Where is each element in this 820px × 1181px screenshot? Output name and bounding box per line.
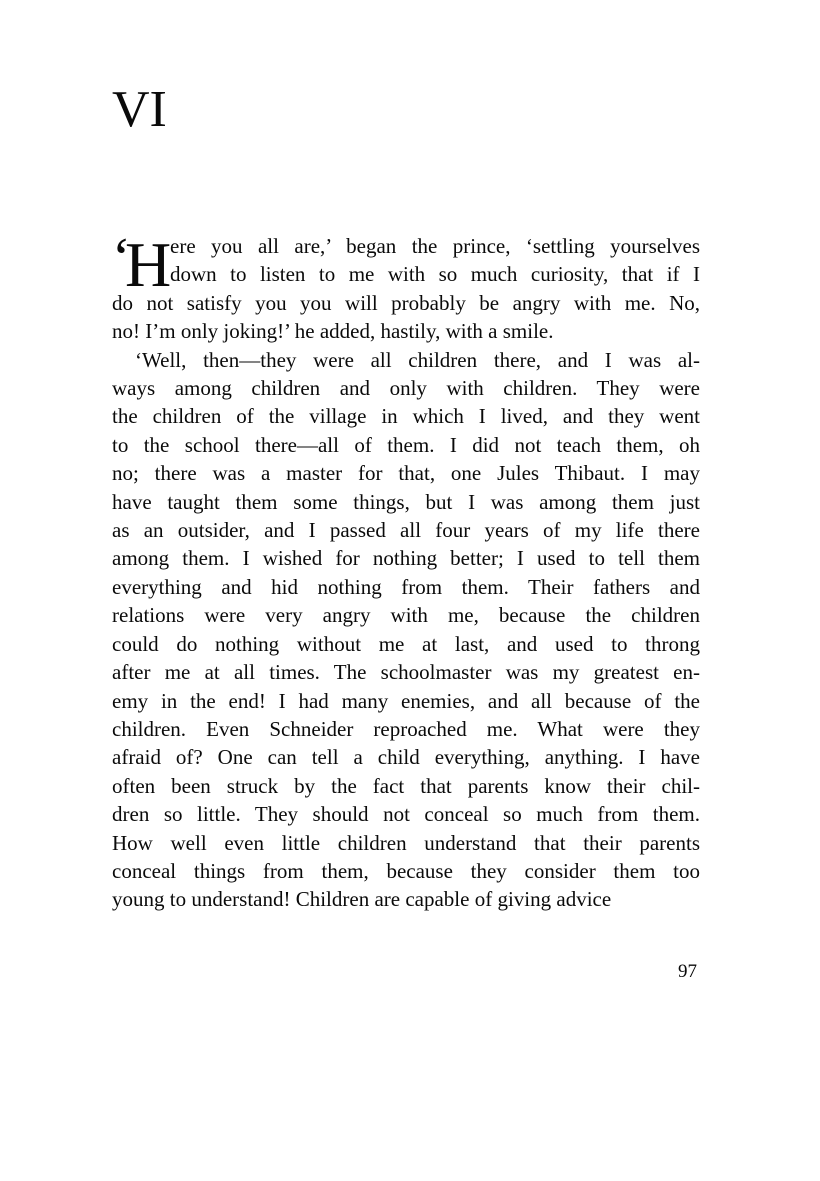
chapter-heading: VI (112, 81, 167, 138)
text-line: conceal things from them, because they consider them too (112, 858, 700, 883)
book-page (0, 81, 820, 983)
text-line: no! I’m only joking!’ he added, hastily, with a smile. (112, 319, 554, 344)
text-line: afraid of? One can tell a child everything, anything. I have (112, 745, 700, 770)
second-paragraph (112, 346, 700, 914)
dropcap-letter: H (125, 229, 172, 300)
dropcap (112, 227, 172, 300)
text-line: dren so little. They should not conceal so much from them. (112, 802, 700, 827)
text-line: ere you all are,’ began the prince, ‘settling yourselves (170, 234, 700, 258)
text-line: relations were very angry with me, because the children (112, 603, 700, 628)
text-line: do not satisfy you you will probably be angry with me. No, (112, 290, 700, 315)
text-line: as an outsider, and I passed all four years of my life there (112, 518, 700, 543)
page-number: 97 (678, 960, 697, 982)
text-line: emy in the end! I had many enemies, and all because of the (112, 688, 700, 713)
text-line: young to understand! Children are capable of giving advice (112, 887, 612, 912)
text-line: ‘Well, then—they were all children there, and I was al- (135, 347, 700, 372)
text-line: How well even little children understand that their parents (112, 830, 700, 855)
text-line: after me at all times. The schoolmaster was my greatest en- (112, 660, 700, 685)
text-line: everything and hid nothing from them. Their fathers and (112, 574, 700, 599)
dropcap-quote: ‘ (112, 227, 131, 289)
text-line: the children of the village in which I lived, and they went (112, 404, 700, 429)
text-line: ways among children and only with children. They were (112, 376, 700, 401)
text-line: have taught them some things, but I was among them just (112, 489, 700, 514)
text-line: could do nothing without me at last, and used to throng (112, 631, 700, 656)
text-line: often been struck by the fact that parents know their chil- (112, 773, 700, 798)
text-line: to the school there—all of them. I did not teach them, oh (112, 432, 700, 457)
text-line: among them. I wished for nothing better; I used to tell them (112, 546, 700, 571)
opening-paragraph (112, 227, 700, 346)
text-line: down to listen to me with so much curiosity, that if I (170, 262, 700, 287)
text-line: no; there was a master for that, one Jules Thibaut. I may (112, 461, 700, 486)
text-line: children. Even Schneider reproached me. What were they (112, 716, 700, 741)
page-body (112, 227, 700, 914)
